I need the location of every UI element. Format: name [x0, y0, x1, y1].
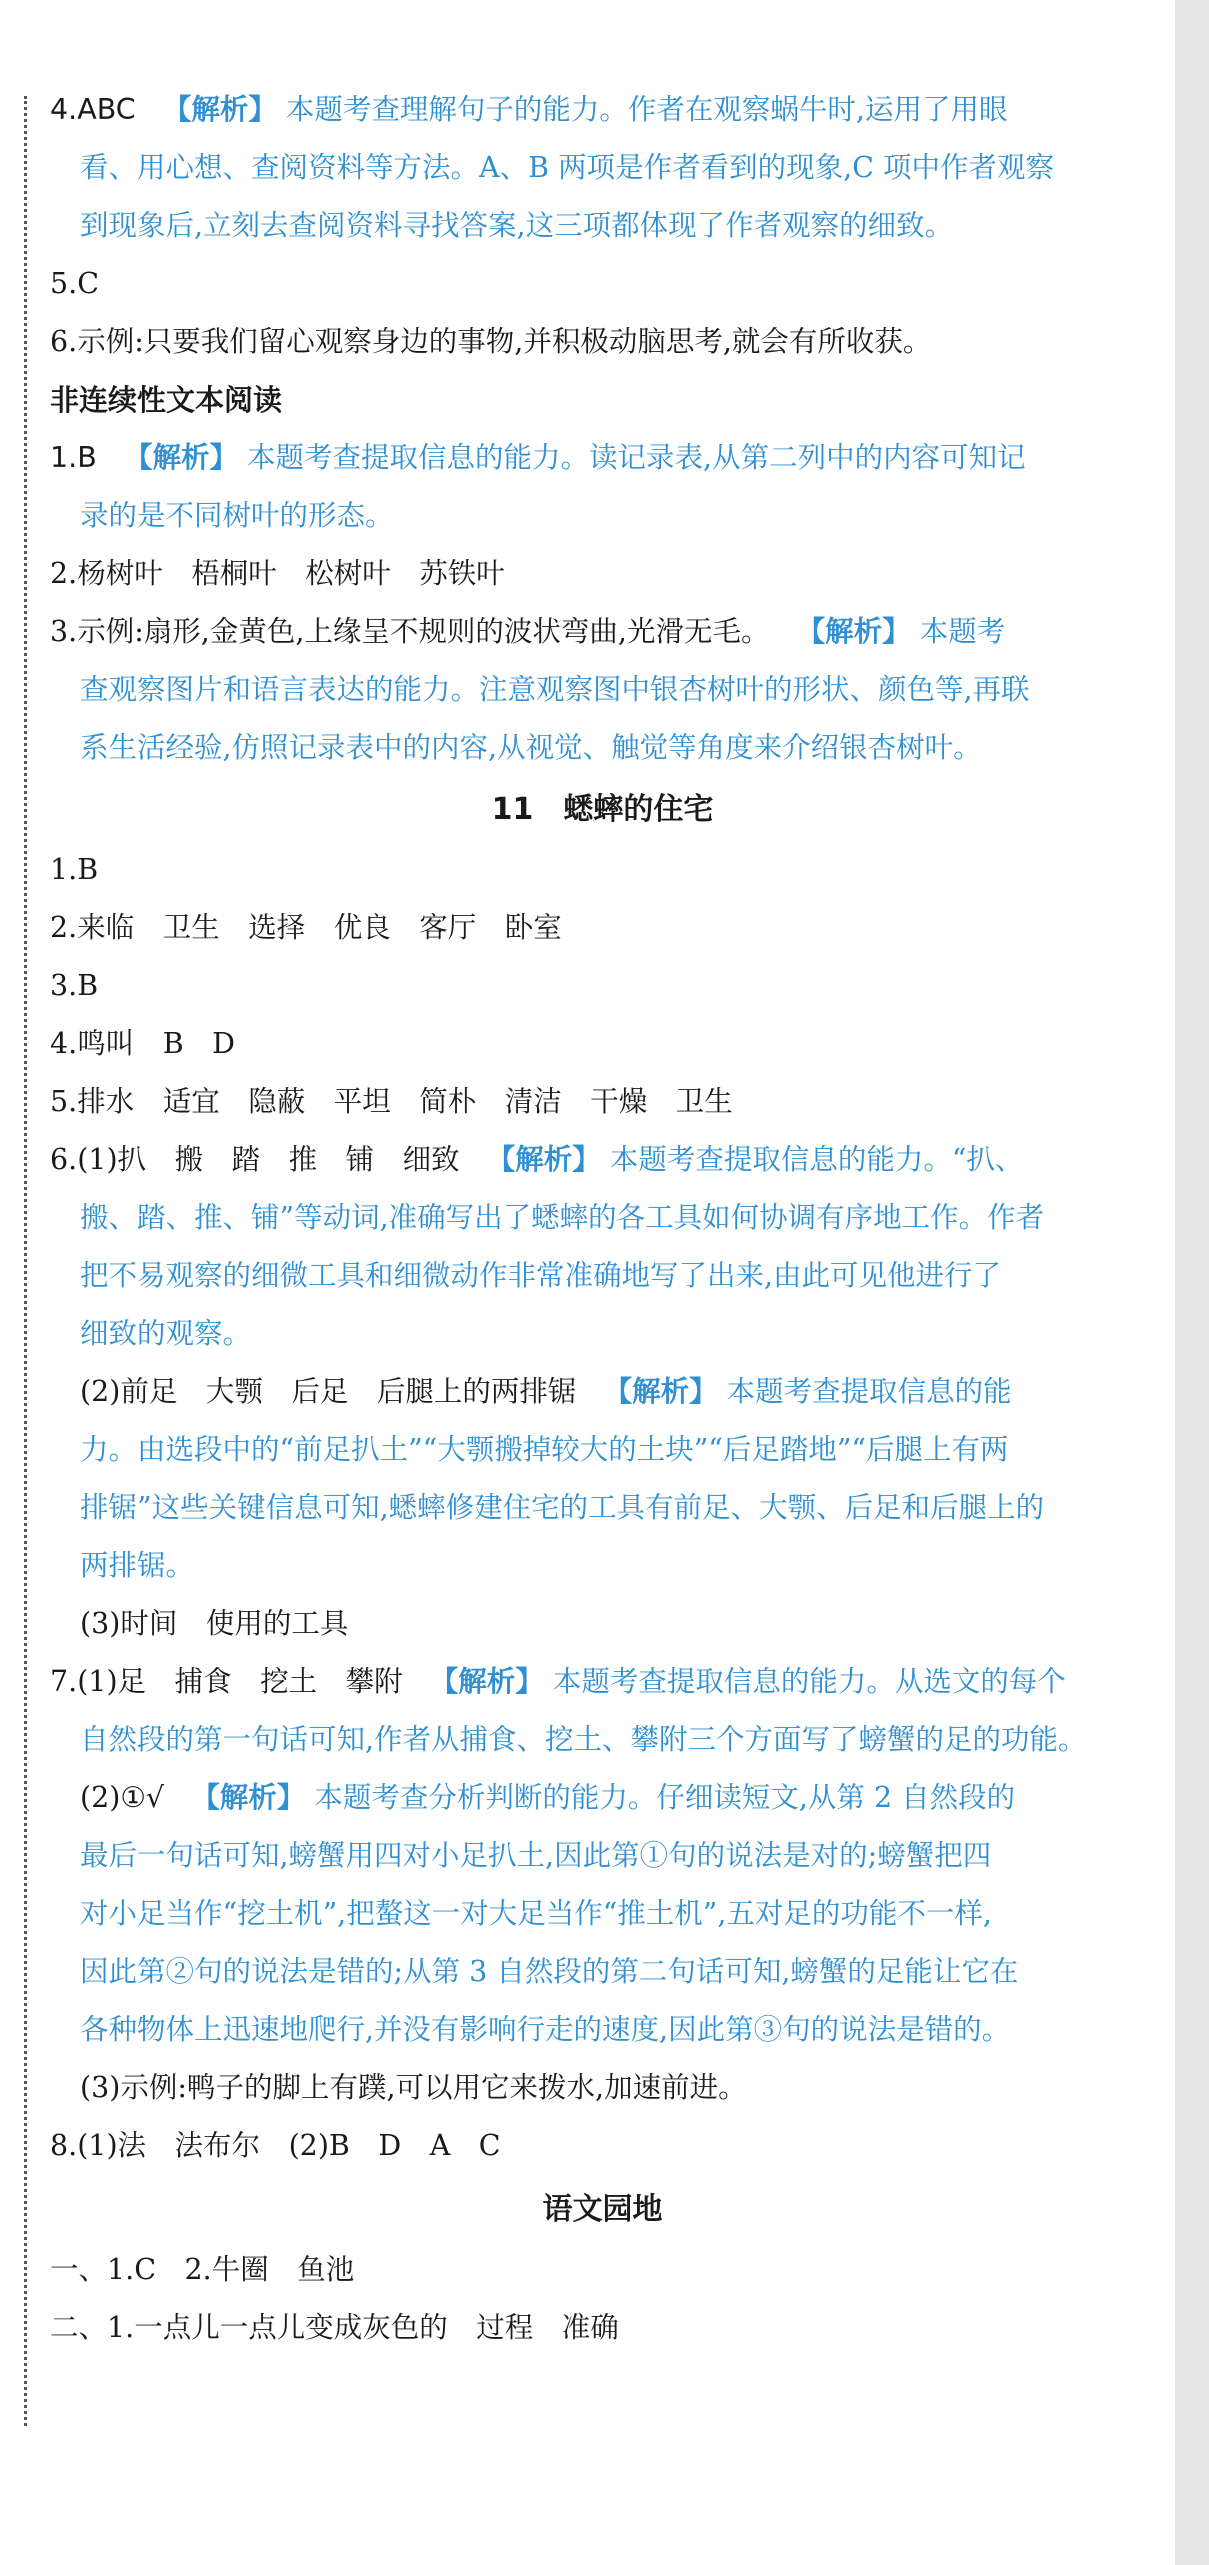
analysis-tag: 【解析】	[162, 93, 277, 126]
analysis-text: 本题考查提取信息的能力。从选文的每个	[552, 1665, 1066, 1698]
analysis-text: 到现象后,立刻去查阅资料寻找答案,这三项都体现了作者观察的细致。	[80, 209, 954, 242]
answer-nt-3	[50, 612, 1005, 652]
analysis-text: 本题考查提取信息的能力。读记录表,从第二列中的内容可知记	[247, 441, 1026, 474]
answer-4: 4.鸣叫 B D	[50, 1027, 235, 1060]
analysis-text: 各种物体上迅速地爬行,并没有影响行走的速度,因此第③句的说法是错的。	[80, 2013, 1011, 2046]
answer-2: 2.来临 卫生 选择 优良 客厅 卧室	[50, 911, 562, 944]
analysis-text: 本题考查理解句子的能力。作者在观察蜗牛时,运用了用眼	[285, 93, 1008, 126]
analysis-text: 细致的观察。	[80, 1317, 252, 1350]
analysis-text: 自然段的第一句话可知,作者从捕食、挖土、攀附三个方面写了螃蟹的足的功能。	[80, 1723, 1087, 1756]
answer-part-1: 一、1.C 2.牛圈 鱼池	[50, 2253, 355, 2286]
analysis-text: 查观察图片和语言表达的能力。注意观察图中银杏树叶的形状、颜色等,再联	[80, 673, 1030, 706]
analysis-text: 本题考查提取信息的能力。“扒、	[609, 1143, 1024, 1176]
section-title: 语文园地	[542, 2192, 663, 2227]
answer-4-key: 4.ABC	[50, 93, 136, 126]
binding-margin-dashes	[24, 96, 27, 2426]
analysis-text: 两排锯。	[80, 1549, 195, 1582]
answer-text: 3.示例:扇形,金黄色,上缘呈不规则的波状弯曲,光滑无毛。	[50, 615, 770, 648]
answer-7-3: (3)示例:鸭子的脚上有蹼,可以用它来拨水,加速前进。	[80, 2071, 747, 2104]
section-heading: 非连续性文本阅读	[50, 383, 283, 417]
analysis-text: 本题考查分析判断的能力。仔细读短文,从第 2 自然段的	[314, 1781, 1016, 1814]
analysis-text: 录的是不同树叶的形态。	[80, 499, 394, 532]
analysis-tag: 【解析】	[796, 615, 911, 648]
answer-7-2	[80, 1778, 1015, 1818]
answer-5: 5.排水 适宜 隐蔽 平坦 简朴 清洁 干燥 卫生	[50, 1085, 733, 1118]
lesson-title: 11 蟋蟀的住宅	[491, 792, 714, 827]
answer-part-2: 二、1.一点儿一点儿变成灰色的 过程 准确	[50, 2311, 619, 2344]
answer-6-1	[50, 1140, 1023, 1180]
analysis-text: 对小足当作“挖土机”,把螯这一对大足当作“推土机”,五对足的功能不一样,	[80, 1897, 992, 1930]
answer-8: 8.(1)法 法布尔 (2)B D A C	[50, 2129, 501, 2162]
analysis-tag: 【解析】	[429, 1665, 544, 1698]
analysis-text: 本题考查提取信息的能	[726, 1375, 1012, 1408]
answer-text: (2)前足 大颚 后足 后腿上的两排锯	[80, 1375, 577, 1408]
analysis-tag: 【解析】	[191, 1781, 306, 1814]
answer-text: 7.(1)足 捕食 挖土 攀附	[50, 1665, 403, 1698]
analysis-tag: 【解析】	[603, 1375, 718, 1408]
answer-6-2	[80, 1372, 1012, 1412]
answer-text: (2)①√	[80, 1781, 165, 1814]
analysis-text: 本题考	[919, 615, 1006, 648]
analysis-text: 把不易观察的细微工具和细微动作非常准确地写了出来,由此可见他进行了	[80, 1259, 1002, 1292]
answer-4	[50, 90, 1007, 130]
answer-nt-1	[50, 438, 1026, 478]
answer-text: 6.(1)扒 搬 踏 推 铺 细致	[50, 1143, 460, 1176]
answer-nt-2: 2.杨树叶 梧桐叶 松树叶 苏铁叶	[50, 557, 505, 590]
analysis-text: 看、用心想、查阅资料等方法。A、B 两项是作者看到的现象,C 项中作者观察	[80, 151, 1055, 184]
analysis-text: 系生活经验,仿照记录表中的内容,从视觉、触觉等角度来介绍银杏树叶。	[80, 731, 982, 764]
answer-6: 6.示例:只要我们留心观察身边的事物,并积极动脑思考,就会有所收获。	[50, 325, 932, 358]
answer-1: 1.B	[50, 853, 99, 886]
answer-key: 1.B	[50, 441, 97, 474]
answer-5: 5.C	[50, 267, 99, 300]
answer-7-1	[50, 1662, 1066, 1702]
analysis-tag: 【解析】	[486, 1143, 601, 1176]
answer-3: 3.B	[50, 969, 99, 1002]
analysis-text: 最后一句话可知,螃蟹用四对小足扒土,因此第①句的说法是对的;螃蟹把四	[80, 1839, 992, 1872]
analysis-text: 排锯”这些关键信息可知,蟋蟀修建住宅的工具有前足、大颚、后足和后腿上的	[80, 1491, 1045, 1524]
analysis-text: 力。由选段中的“前足扒土”“大颚搬掉较大的土块”“后足踏地”“后腿上有两	[80, 1433, 1009, 1466]
analysis-tag: 【解析】	[123, 441, 238, 474]
analysis-text: 搬、踏、推、铺”等动词,准确写出了蟋蟀的各工具如何协调有序地工作。作者	[80, 1201, 1045, 1234]
answer-6-3: (3)时间 使用的工具	[80, 1607, 349, 1640]
analysis-text: 因此第②句的说法是错的;从第 3 自然段的第二句话可知,螃蟹的足能让它在	[80, 1955, 1019, 1988]
